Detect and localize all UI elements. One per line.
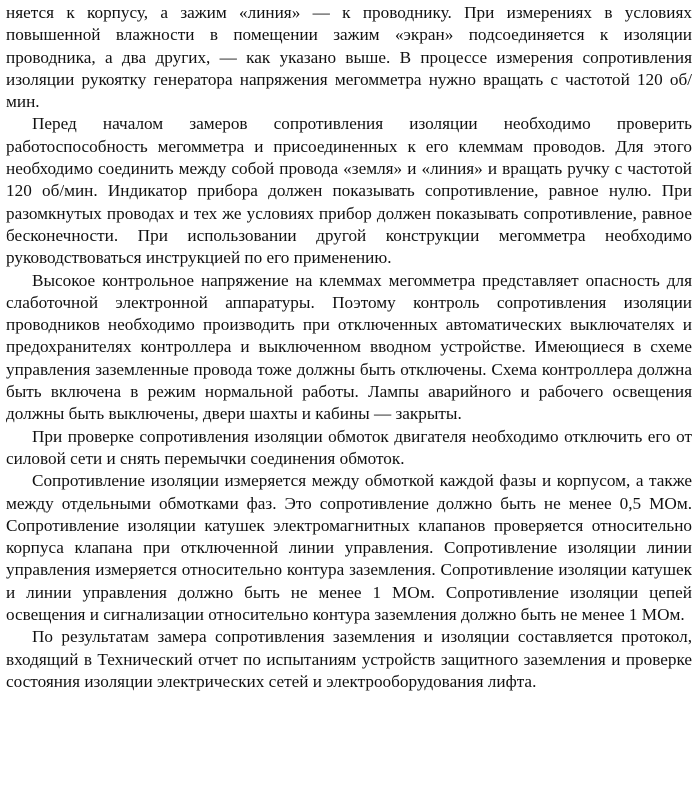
paragraph-megohmmeter-check: Перед началом замеров сопротивления изоляции необходимо проверить работоспособность мегомметра и присоединенных к его клеммам проводов. Для этого необходимо соединить между собой провода «земля» и «линия» и вращать ручку с частотой 120 об/мин. Индикатор прибора должен показывать сопротивление, равное нулю. При разомкнутых проводах и тех же условиях прибор должен показывать сопротивление, равное бесконечности. При использовании другой конструкции мегомметра необходимо руководствоваться инструкцией по его применению.: [6, 114, 692, 268]
paragraph-measurement-continuation: няется к корпусу, а зажим «линия» — к проводнику. При измерениях в условиях повышенной влажности в помещении зажим «экран» подсоединяется к изоляции проводника, а два других, — как указано выше. В процессе измерения сопротивления изоляции рукоятку генератора напряжения мегомметра нужно вращать с частотой 120 об/мин.: [6, 3, 692, 112]
paragraph-high-voltage-danger: Высокое контрольное напряжение на клеммах мегомметра представляет опасность для слаботочной электронной аппаратуры. Поэтому контроль сопротивления изоляции проводников необходимо производить при отключенных автоматических выключателях и предохранителях контроллера и выключенном вводном устройстве. Имеющиеся в схеме управления заземленные провода тоже должны быть отключены. Схема контроллера должна быть включена в режим нормальной работы. Лампы аварийного и рабочего освещения должны быть выключены, двери шахты и кабины — закрыты.: [6, 270, 692, 424]
paragraph-motor-windings: При проверке сопротивления изоляции обмоток двигателя необходимо отключить его от силовой сети и снять перемычки соединения обмоток.: [6, 426, 692, 468]
paragraph-insulation-resistance-values: Сопротивление изоляции измеряется между обмоткой каждой фазы и корпусом, а также между отдельными обмотками фаз. Это сопротивление должно быть не менее 0,5 МОм. Сопротивление изоляции катушек электромагнитных клапанов проверяется относительно корпуса клапана при отключенной линии управления. Сопротивление изоляции линии управления измеряется относительно контура заземления. Сопротивление изоляции катушек и линии управления должно быть не менее 1 МОм. Сопротивление изоляции цепей освещения и сигнализации относительно контура заземления должно быть не менее 1 МОм.: [6, 471, 692, 625]
paragraph-protocol: По результатам замера сопротивления заземления и изоляции составляется протокол, входящий в Технический отчет по испытаниям устройств защитного заземления и проверке состояния изоляции электрических сетей и электрооборудования лифта.: [6, 627, 692, 691]
